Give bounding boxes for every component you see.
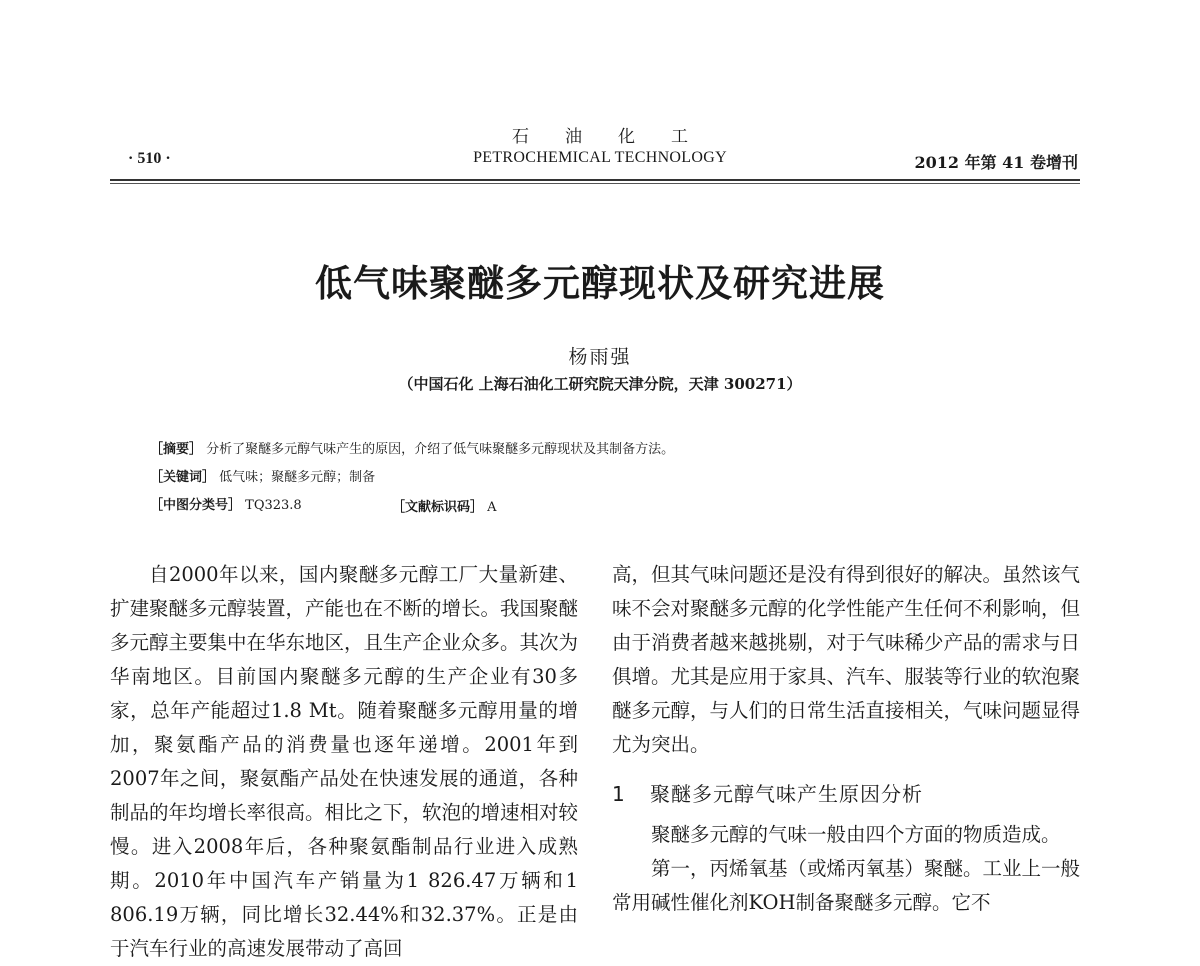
body-paragraph: 高，但其气味问题还是没有得到很好的解决。虽然该气味不会对聚醚多元醇的化学性能产生任何不利影响，但由于消费者越来越挑剔，对于气味稀少产品的需求与日俱增。尤其是应用于家具、汽车、服装等行业的软泡聚醚多元醇，与人们的日常生活直接相关，气味问题显得尤为突出。 (612, 563, 1081, 756)
classification-number (150, 496, 302, 516)
author-affiliation: （中国石化 上海石油化工研究院天津分院，天津 300271） (398, 375, 802, 393)
page-number: · 510 · (128, 150, 171, 167)
header-rule-thin (110, 183, 1080, 184)
issue-info: 2012 年第 41 卷增刊 (914, 153, 1078, 172)
section-heading (612, 777, 1080, 811)
abstract (150, 440, 674, 460)
document-code (392, 496, 497, 515)
keywords (150, 468, 375, 488)
keywords-text: 低气味；聚醚多元醇；制备 (219, 470, 376, 485)
document-code-text: A (487, 500, 497, 515)
header-rule (110, 179, 1080, 181)
journal-name-en: PETROCHEMICAL TECHNOLOGY (473, 149, 727, 166)
section-number: 1 (612, 782, 626, 806)
author-name: 杨雨强 (568, 346, 632, 368)
keywords-label: ［关键词］ (150, 470, 216, 485)
classification-label: ［中图分类号］ (150, 498, 242, 513)
body-paragraph: 聚醚多元醇的气味一般由四个方面的物质造成。 (651, 823, 1061, 846)
body-column-right (612, 558, 1080, 920)
section-title: 聚醚多元醇气味产生原因分析 (650, 782, 923, 806)
body-paragraph: 第一，丙烯氧基（或烯丙氧基）聚醚。工业上一般常用碱性催化剂KOH制备聚醚多元醇。它不 (612, 857, 1081, 914)
article-title: 低气味聚醚多元醇现状及研究进展 (315, 262, 885, 305)
document-code-label: ［文献标识码］ (392, 500, 484, 515)
abstract-label: ［摘要］ (150, 442, 203, 457)
body-paragraph: 自2000年以来，国内聚醚多元醇工厂大量新建、扩建聚醚多元醇装置，产能也在不断的增长。我国聚醚多元醇主要集中在华东地区，且生产企业众多。其次为华南地区。目前国内聚醚多元醇的生产企业有30多家，总年产能超过1.8 Mt。随着聚醚多元醇用量的增加，聚氨酯产品的消费量也逐年递增。2001年到2007年之间，聚氨酯产品处在快速发展的通道，各种制品的年均增长率很高。相比之下，软泡的增速相对较慢。进入2008年后，各种聚氨酯制品行业进入成熟期。2010年中国汽车产销量为1 826.47万辆和1 806.19万辆，同比增长32.44%和32.37%。正是由于汽车行业的高速发展带动了高回 (110, 563, 579, 960)
journal-name-cn: 石油化工 (512, 127, 724, 147)
body-column-left (110, 558, 578, 966)
classification-text: TQ323.8 (245, 498, 302, 513)
abstract-text: 分析了聚醚多元醇气味产生的原因，介绍了低气味聚醚多元醇现状及其制备方法。 (206, 442, 675, 457)
